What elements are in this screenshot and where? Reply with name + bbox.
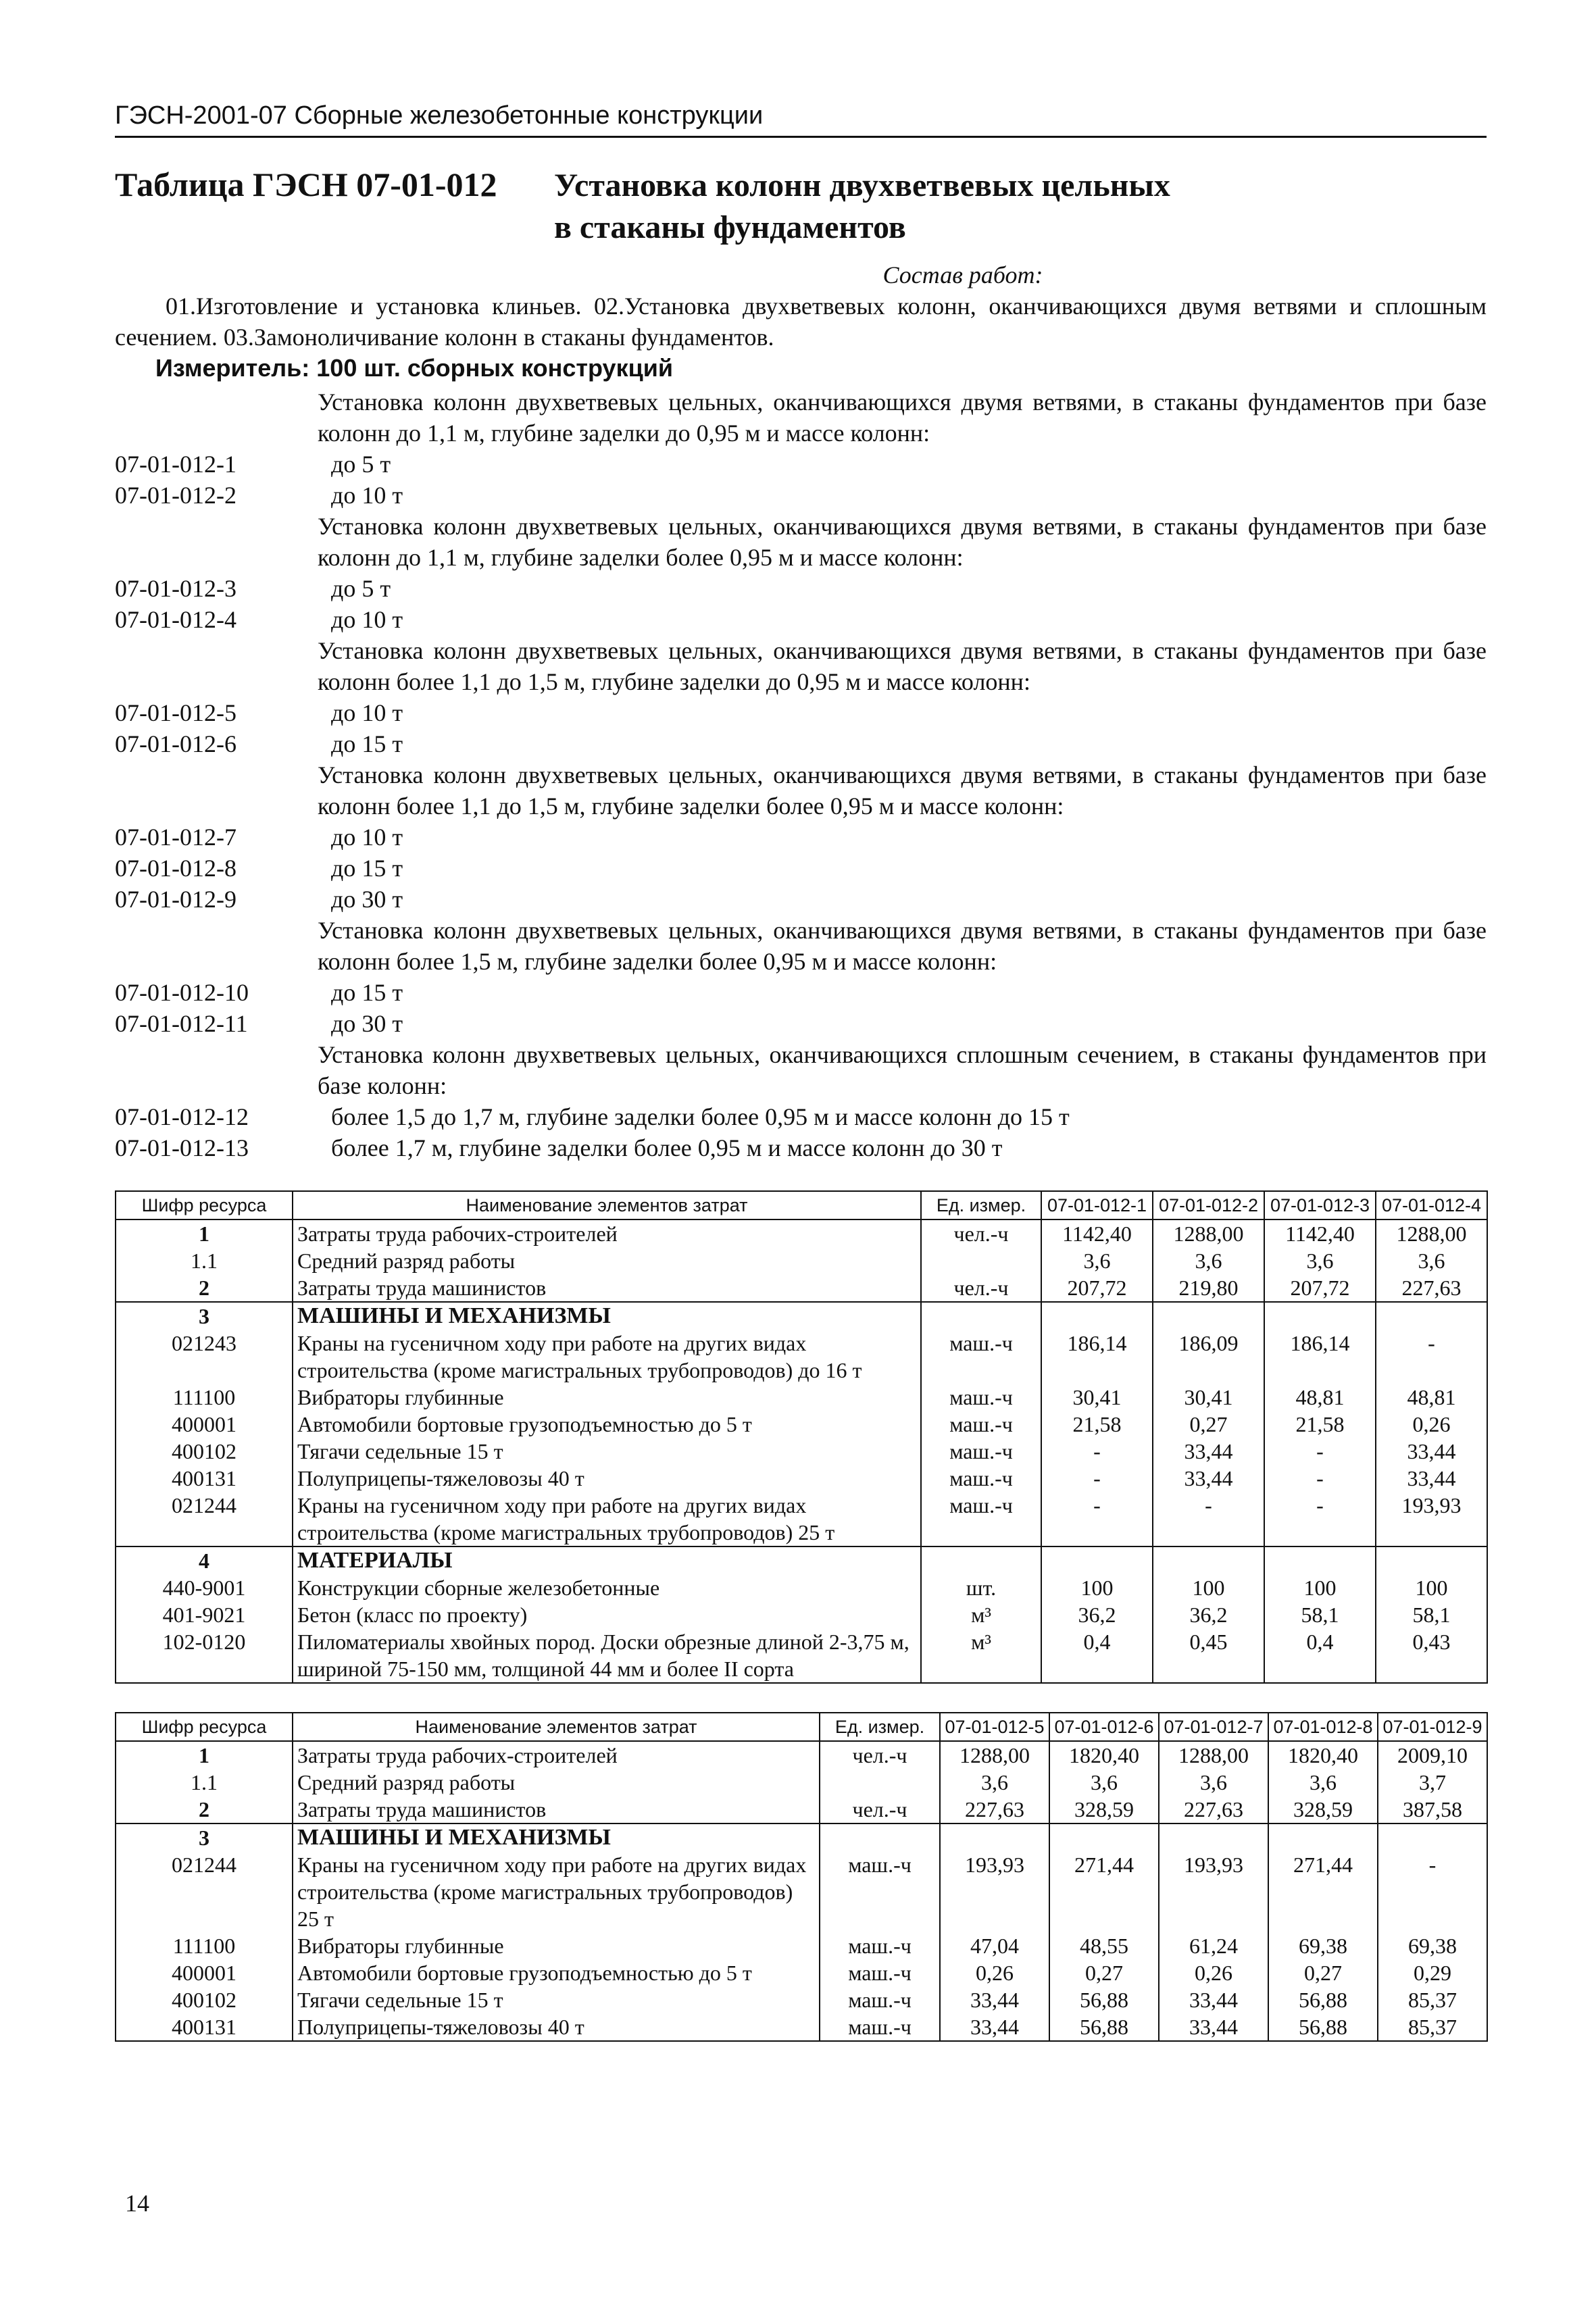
norm-value: 219,80	[1153, 1274, 1264, 1302]
norm-code: 07-01-012-5	[115, 699, 236, 726]
norm-code: 07-01-012-1	[115, 451, 236, 478]
norm-value: 0,26	[1159, 1959, 1268, 1986]
cost-element-name: Затраты труда машинистов	[293, 1274, 921, 1302]
table-row	[116, 1546, 1487, 1574]
norm-value: -	[1041, 1438, 1153, 1465]
table-row	[116, 1302, 1487, 1330]
resource-code: 400001	[116, 1411, 293, 1438]
unit-of-measure: Измеритель: 100 шт. сборных конструкций	[155, 354, 673, 382]
norm-value: 3,6	[1153, 1247, 1264, 1274]
norm-text: более 1,7 м, глубине заделки более 0,95 м и массе колонн до 30 т	[331, 1134, 1003, 1161]
table-row	[116, 1769, 1487, 1796]
norm-value	[1378, 1823, 1487, 1851]
norm-group-description: Установка колонн двухветвевых цельных, оканчивающихся двумя ветвями, в стаканы фундаментов при базе колонн более 1,5 м, глубине заделки более 0,95 м и массе колонн:	[318, 917, 1487, 975]
norm-code: 07-01-012-6	[115, 730, 236, 757]
unit: маш.-ч	[820, 1851, 940, 1932]
cost-element-name: Вибраторы глубинные	[293, 1932, 820, 1959]
cost-element-name: Автомобили бортовые грузоподъемностью до 5 т	[293, 1959, 820, 1986]
cost-element-name: Краны на гусеничном ходу при работе на других видах строительства (кроме магистральных трубопроводов) 25 т	[293, 1492, 921, 1546]
table-row	[116, 1796, 1487, 1823]
cost-element-name: Вибраторы глубинные	[293, 1384, 921, 1411]
norm-value: 328,59	[1049, 1796, 1159, 1823]
column-header: Шифр ресурса	[116, 1713, 293, 1741]
norm-value: 0,45	[1153, 1628, 1264, 1683]
norm-value: 3,6	[1268, 1769, 1378, 1796]
norm-text: до 15 т	[331, 979, 403, 1006]
norm-row	[115, 884, 1487, 915]
table-title	[115, 165, 1487, 249]
norm-value: 48,55	[1049, 1932, 1159, 1959]
norm-value: 33,44	[1153, 1438, 1264, 1465]
column-header: 07-01-012-4	[1376, 1191, 1487, 1219]
norm-value: -	[1376, 1330, 1487, 1384]
table-row	[116, 1411, 1487, 1438]
table-number: Таблица ГЭСН 07-01-012	[115, 166, 497, 203]
norm-text: до 5 т	[331, 451, 391, 478]
table-row	[116, 1384, 1487, 1411]
norm-value: 58,1	[1376, 1601, 1487, 1628]
table-row	[116, 1492, 1487, 1546]
norm-code: 07-01-012-8	[115, 855, 236, 882]
cost-element-name: Конструкции сборные железобетонные	[293, 1574, 921, 1601]
cost-element-name: Тягачи седельные 15 т	[293, 1986, 820, 2013]
cost-element-name: Автомобили бортовые грузоподъемностью до 5 т	[293, 1411, 921, 1438]
norm-value: -	[1264, 1465, 1376, 1492]
unit: маш.-ч	[820, 1932, 940, 1959]
norm-code: 07-01-012-9	[115, 886, 236, 913]
norm-value: 0,43	[1376, 1628, 1487, 1683]
norm-value: -	[1264, 1438, 1376, 1465]
table-row	[116, 1274, 1487, 1302]
column-header: 07-01-012-1	[1041, 1191, 1153, 1219]
norm-value	[1159, 1823, 1268, 1851]
norm-value	[1264, 1302, 1376, 1330]
resource-code: 1	[116, 1219, 293, 1247]
norm-value	[1268, 1823, 1378, 1851]
column-header: Ед. измер.	[820, 1713, 940, 1741]
norm-text: до 10 т	[331, 824, 403, 851]
cost-element-name: Краны на гусеничном ходу при работе на других видах строительства (кроме магистральных трубопроводов) до 16 т	[293, 1330, 921, 1384]
norm-value	[1153, 1546, 1264, 1574]
norm-value: 33,44	[1376, 1438, 1487, 1465]
resource-code: 111100	[116, 1384, 293, 1411]
table-row	[116, 1247, 1487, 1274]
norm-value: 0,27	[1153, 1411, 1264, 1438]
resource-code: 021244	[116, 1492, 293, 1546]
norm-value: 33,44	[940, 1986, 1049, 2013]
norm-value: 207,72	[1041, 1274, 1153, 1302]
resource-code: 2	[116, 1796, 293, 1823]
unit: маш.-ч	[921, 1411, 1041, 1438]
norm-value: 56,88	[1268, 2013, 1378, 2041]
column-header: 07-01-012-5	[940, 1713, 1049, 1741]
norm-value: 387,58	[1378, 1796, 1487, 1823]
norm-value: 3,7	[1378, 1769, 1487, 1796]
norm-text: до 15 т	[331, 855, 403, 882]
composition-text: 01.Изготовление и установка клиньев. 02.Установка двухветвевых колонн, оканчивающихся двумя ветвями и сплошным сечением. 03.Замоноличивание колонн в стаканы фундаментов.	[115, 293, 1487, 351]
norm-value: 69,38	[1378, 1932, 1487, 1959]
norm-row	[115, 604, 1487, 635]
table-row	[116, 1932, 1487, 1959]
unit: маш.-ч	[921, 1384, 1041, 1411]
resource-code: 1.1	[116, 1769, 293, 1796]
norm-value: 2009,10	[1378, 1741, 1487, 1769]
norm-value: 0,29	[1378, 1959, 1487, 1986]
unit: маш.-ч	[820, 1986, 940, 2013]
unit	[921, 1302, 1041, 1330]
cost-element-name: МАТЕРИАЛЫ	[293, 1546, 921, 1574]
unit: чел.-ч	[921, 1219, 1041, 1247]
norm-row	[115, 853, 1487, 884]
cost-element-name: Полуприцепы-тяжеловозы 40 т	[293, 2013, 820, 2041]
norm-value: 33,44	[1159, 2013, 1268, 2041]
norm-value: 0,27	[1268, 1959, 1378, 1986]
unit: маш.-ч	[820, 1959, 940, 1986]
cost-element-name: МАШИНЫ И МЕХАНИЗМЫ	[293, 1823, 820, 1851]
resource-code: 111100	[116, 1932, 293, 1959]
norm-value	[1041, 1302, 1153, 1330]
norm-value: 1288,00	[1159, 1741, 1268, 1769]
unit: м³	[921, 1628, 1041, 1683]
norm-value	[1376, 1546, 1487, 1574]
norm-value: 227,63	[940, 1796, 1049, 1823]
norm-value: 271,44	[1049, 1851, 1159, 1932]
table-row	[116, 1628, 1487, 1683]
norm-row	[115, 449, 1487, 480]
norm-value: 36,2	[1041, 1601, 1153, 1628]
resource-code: 400102	[116, 1986, 293, 2013]
norm-value: 33,44	[1159, 1986, 1268, 2013]
norm-value: 100	[1376, 1574, 1487, 1601]
table-row	[116, 2013, 1487, 2041]
cost-element-name: Бетон (класс по проекту)	[293, 1601, 921, 1628]
norm-code: 07-01-012-3	[115, 575, 236, 602]
norm-code: 07-01-012-7	[115, 824, 236, 851]
resource-code: 440-9001	[116, 1574, 293, 1601]
unit: маш.-ч	[921, 1465, 1041, 1492]
column-header: Наименование элементов затрат	[293, 1191, 921, 1219]
norm-group-description: Установка колонн двухветвевых цельных, оканчивающихся двумя ветвями, в стаканы фундаментов при базе колонн более 1,1 до 1,5 м, глубине заделки до 0,95 м и массе колонн:	[318, 637, 1487, 695]
resource-code: 401-9021	[116, 1601, 293, 1628]
norm-row	[115, 822, 1487, 853]
norm-value: 0,26	[1376, 1411, 1487, 1438]
resource-code: 102-0120	[116, 1628, 293, 1683]
norm-value: 33,44	[1376, 1465, 1487, 1492]
norm-text: до 5 т	[331, 575, 391, 602]
cost-element-name: Затраты труда машинистов	[293, 1796, 820, 1823]
unit: маш.-ч	[820, 2013, 940, 2041]
running-header: ГЭСН-2001-07 Сборные железобетонные конструкции	[115, 101, 1487, 138]
resources-table-2	[115, 1712, 1488, 2042]
norm-group-description: Установка колонн двухветвевых цельных, оканчивающихся двумя ветвями, в стаканы фундаментов при базе колонн до 1,1 м, глубине заделки до 0,95 м и массе колонн:	[318, 388, 1487, 447]
resource-code: 400131	[116, 1465, 293, 1492]
resource-code: 400102	[116, 1438, 293, 1465]
column-header: Ед. измер.	[921, 1191, 1041, 1219]
unit: шт.	[921, 1574, 1041, 1601]
norm-value: 56,88	[1049, 2013, 1159, 2041]
resource-code: 1.1	[116, 1247, 293, 1274]
unit	[820, 1823, 940, 1851]
composition-heading: Состав работ:	[882, 261, 1043, 288]
unit: маш.-ч	[921, 1492, 1041, 1546]
norms-list	[115, 386, 1487, 1163]
table-caption: Установка колонн двухветвевых цельных в стаканы фундаментов	[554, 168, 1170, 245]
norm-group-description: Установка колонн двухветвевых цельных, оканчивающихся двумя ветвями, в стаканы фундаментов при базе колонн до 1,1 м, глубине заделки более 0,95 м и массе колонн:	[318, 513, 1487, 571]
norm-value: 271,44	[1268, 1851, 1378, 1932]
norm-group-description: Установка колонн двухветвевых цельных, оканчивающихся сплошным сечением, в стаканы фундаментов при базе колонн:	[318, 1041, 1487, 1099]
norm-value: 227,63	[1376, 1274, 1487, 1302]
norm-row	[115, 977, 1487, 1008]
norm-value: -	[1153, 1492, 1264, 1546]
table-row	[116, 1959, 1487, 1986]
norm-code: 07-01-012-12	[115, 1103, 249, 1130]
unit	[921, 1247, 1041, 1274]
norm-value: 186,14	[1264, 1330, 1376, 1384]
norm-value: 227,63	[1159, 1796, 1268, 1823]
unit: маш.-ч	[921, 1438, 1041, 1465]
cost-element-name: Полуприцепы-тяжеловозы 40 т	[293, 1465, 921, 1492]
cost-element-name: Краны на гусеничном ходу при работе на других видах строительства (кроме магистральных трубопроводов) 25 т	[293, 1851, 820, 1932]
norm-group-description: Установка колонн двухветвевых цельных, оканчивающихся двумя ветвями, в стаканы фундаментов при базе колонн более 1,1 до 1,5 м, глубине заделки более 0,95 м и массе колонн:	[318, 761, 1487, 820]
norm-value: 48,81	[1376, 1384, 1487, 1411]
norm-text: до 10 т	[331, 482, 403, 509]
norm-text: до 10 т	[331, 699, 403, 726]
norm-text: до 30 т	[331, 886, 403, 913]
norm-row	[115, 1132, 1487, 1163]
norm-code: 07-01-012-4	[115, 606, 236, 633]
table-row	[116, 1851, 1487, 1932]
column-header: Шифр ресурса	[116, 1191, 293, 1219]
norm-value: 47,04	[940, 1932, 1049, 1959]
unit: чел.-ч	[820, 1741, 940, 1769]
unit	[820, 1769, 940, 1796]
norm-value	[1376, 1302, 1487, 1330]
norm-code: 07-01-012-13	[115, 1134, 249, 1161]
norm-value	[1041, 1546, 1153, 1574]
norm-value: 30,41	[1153, 1384, 1264, 1411]
norm-value: -	[1041, 1492, 1153, 1546]
cost-element-name: Затраты труда рабочих-строителей	[293, 1219, 921, 1247]
norm-value: 0,4	[1264, 1628, 1376, 1683]
norm-text: более 1,5 до 1,7 м, глубине заделки более 0,95 м и массе колонн до 15 т	[331, 1103, 1070, 1130]
norm-value	[1153, 1302, 1264, 1330]
norm-value: -	[1378, 1851, 1487, 1932]
norm-value: 33,44	[1153, 1465, 1264, 1492]
unit: маш.-ч	[921, 1330, 1041, 1384]
norm-value: 328,59	[1268, 1796, 1378, 1823]
document-page	[115, 101, 1487, 2042]
resource-code: 400001	[116, 1959, 293, 1986]
norm-value: 3,6	[1049, 1769, 1159, 1796]
table-row	[116, 1219, 1487, 1247]
norm-value: 1142,40	[1264, 1219, 1376, 1247]
cost-element-name: Средний разряд работы	[293, 1769, 820, 1796]
resource-code: 021243	[116, 1330, 293, 1384]
norm-value: 1820,40	[1268, 1741, 1378, 1769]
norm-code: 07-01-012-2	[115, 482, 236, 509]
norm-value: 3,6	[940, 1769, 1049, 1796]
norm-value: 36,2	[1153, 1601, 1264, 1628]
norm-value: 69,38	[1268, 1932, 1378, 1959]
column-header: 07-01-012-7	[1159, 1713, 1268, 1741]
norm-value: 186,14	[1041, 1330, 1153, 1384]
table-row	[116, 1438, 1487, 1465]
norm-value: 61,24	[1159, 1932, 1268, 1959]
norm-value: 1288,00	[940, 1741, 1049, 1769]
norm-value: 56,88	[1268, 1986, 1378, 2013]
norm-value: 21,58	[1041, 1411, 1153, 1438]
resource-code: 3	[116, 1823, 293, 1851]
resource-code: 4	[116, 1546, 293, 1574]
table-row	[116, 1574, 1487, 1601]
table-row	[116, 1823, 1487, 1851]
cost-element-name: Тягачи седельные 15 т	[293, 1438, 921, 1465]
norm-value: 3,6	[1376, 1247, 1487, 1274]
norm-value: 207,72	[1264, 1274, 1376, 1302]
norm-value: 193,93	[1159, 1851, 1268, 1932]
column-header: 07-01-012-6	[1049, 1713, 1159, 1741]
cost-element-name: Затраты труда рабочих-строителей	[293, 1741, 820, 1769]
norm-value: 48,81	[1264, 1384, 1376, 1411]
norm-row	[115, 480, 1487, 511]
norm-value: 1288,00	[1376, 1219, 1487, 1247]
unit: чел.-ч	[921, 1274, 1041, 1302]
norm-value: 85,37	[1378, 2013, 1487, 2041]
norm-value: 3,6	[1264, 1247, 1376, 1274]
norm-value: 58,1	[1264, 1601, 1376, 1628]
norm-value: 1288,00	[1153, 1219, 1264, 1247]
resource-code: 400131	[116, 2013, 293, 2041]
norm-row	[115, 728, 1487, 759]
column-header: 07-01-012-8	[1268, 1713, 1378, 1741]
norm-value: 3,6	[1041, 1247, 1153, 1274]
norm-value: 186,09	[1153, 1330, 1264, 1384]
norm-row	[115, 1008, 1487, 1039]
table-row	[116, 1465, 1487, 1492]
resource-code: 2	[116, 1274, 293, 1302]
cost-element-name: Средний разряд работы	[293, 1247, 921, 1274]
resource-code: 3	[116, 1302, 293, 1330]
norm-value: 85,37	[1378, 1986, 1487, 2013]
norm-value: 0,26	[940, 1959, 1049, 1986]
norm-value: 30,41	[1041, 1384, 1153, 1411]
norm-row	[115, 697, 1487, 728]
resources-table-1	[115, 1190, 1488, 1684]
column-header: Наименование элементов затрат	[293, 1713, 820, 1741]
norm-value: 100	[1264, 1574, 1376, 1601]
norm-value: 0,27	[1049, 1959, 1159, 1986]
resource-code: 021244	[116, 1851, 293, 1932]
norm-code: 07-01-012-10	[115, 979, 249, 1006]
unit: м³	[921, 1601, 1041, 1628]
norm-row	[115, 1101, 1487, 1132]
norm-value: 33,44	[940, 2013, 1049, 2041]
norm-row	[115, 573, 1487, 604]
resource-code: 1	[116, 1741, 293, 1769]
norm-value: 1820,40	[1049, 1741, 1159, 1769]
norm-value: 3,6	[1159, 1769, 1268, 1796]
page-number: 14	[125, 2190, 149, 2217]
norm-value: -	[1264, 1492, 1376, 1546]
norm-text: до 10 т	[331, 606, 403, 633]
norm-value	[1264, 1546, 1376, 1574]
cost-element-name: Пиломатериалы хвойных пород. Доски обрезные длиной 2-3,75 м, шириной 75-150 мм, толщиной 44 мм и более II сорта	[293, 1628, 921, 1683]
norm-text: до 15 т	[331, 730, 403, 757]
norm-value: 56,88	[1049, 1986, 1159, 2013]
norm-value: 193,93	[1376, 1492, 1487, 1546]
norm-value: -	[1041, 1465, 1153, 1492]
norm-value	[1049, 1823, 1159, 1851]
table-row	[116, 1330, 1487, 1384]
column-header: 07-01-012-3	[1264, 1191, 1376, 1219]
column-header: 07-01-012-9	[1378, 1713, 1487, 1741]
table-row	[116, 1986, 1487, 2013]
table-row	[116, 1741, 1487, 1769]
norm-value: 100	[1041, 1574, 1153, 1601]
table-row	[116, 1601, 1487, 1628]
norm-value: 0,4	[1041, 1628, 1153, 1683]
norm-value: 21,58	[1264, 1411, 1376, 1438]
norm-value: 193,93	[940, 1851, 1049, 1932]
norm-value	[940, 1823, 1049, 1851]
norm-value: 100	[1153, 1574, 1264, 1601]
unit: чел.-ч	[820, 1796, 940, 1823]
cost-element-name: МАШИНЫ И МЕХАНИЗМЫ	[293, 1302, 921, 1330]
norm-text: до 30 т	[331, 1010, 403, 1037]
norm-code: 07-01-012-11	[115, 1010, 248, 1037]
column-header: 07-01-012-2	[1153, 1191, 1264, 1219]
norm-value: 1142,40	[1041, 1219, 1153, 1247]
unit	[921, 1546, 1041, 1574]
